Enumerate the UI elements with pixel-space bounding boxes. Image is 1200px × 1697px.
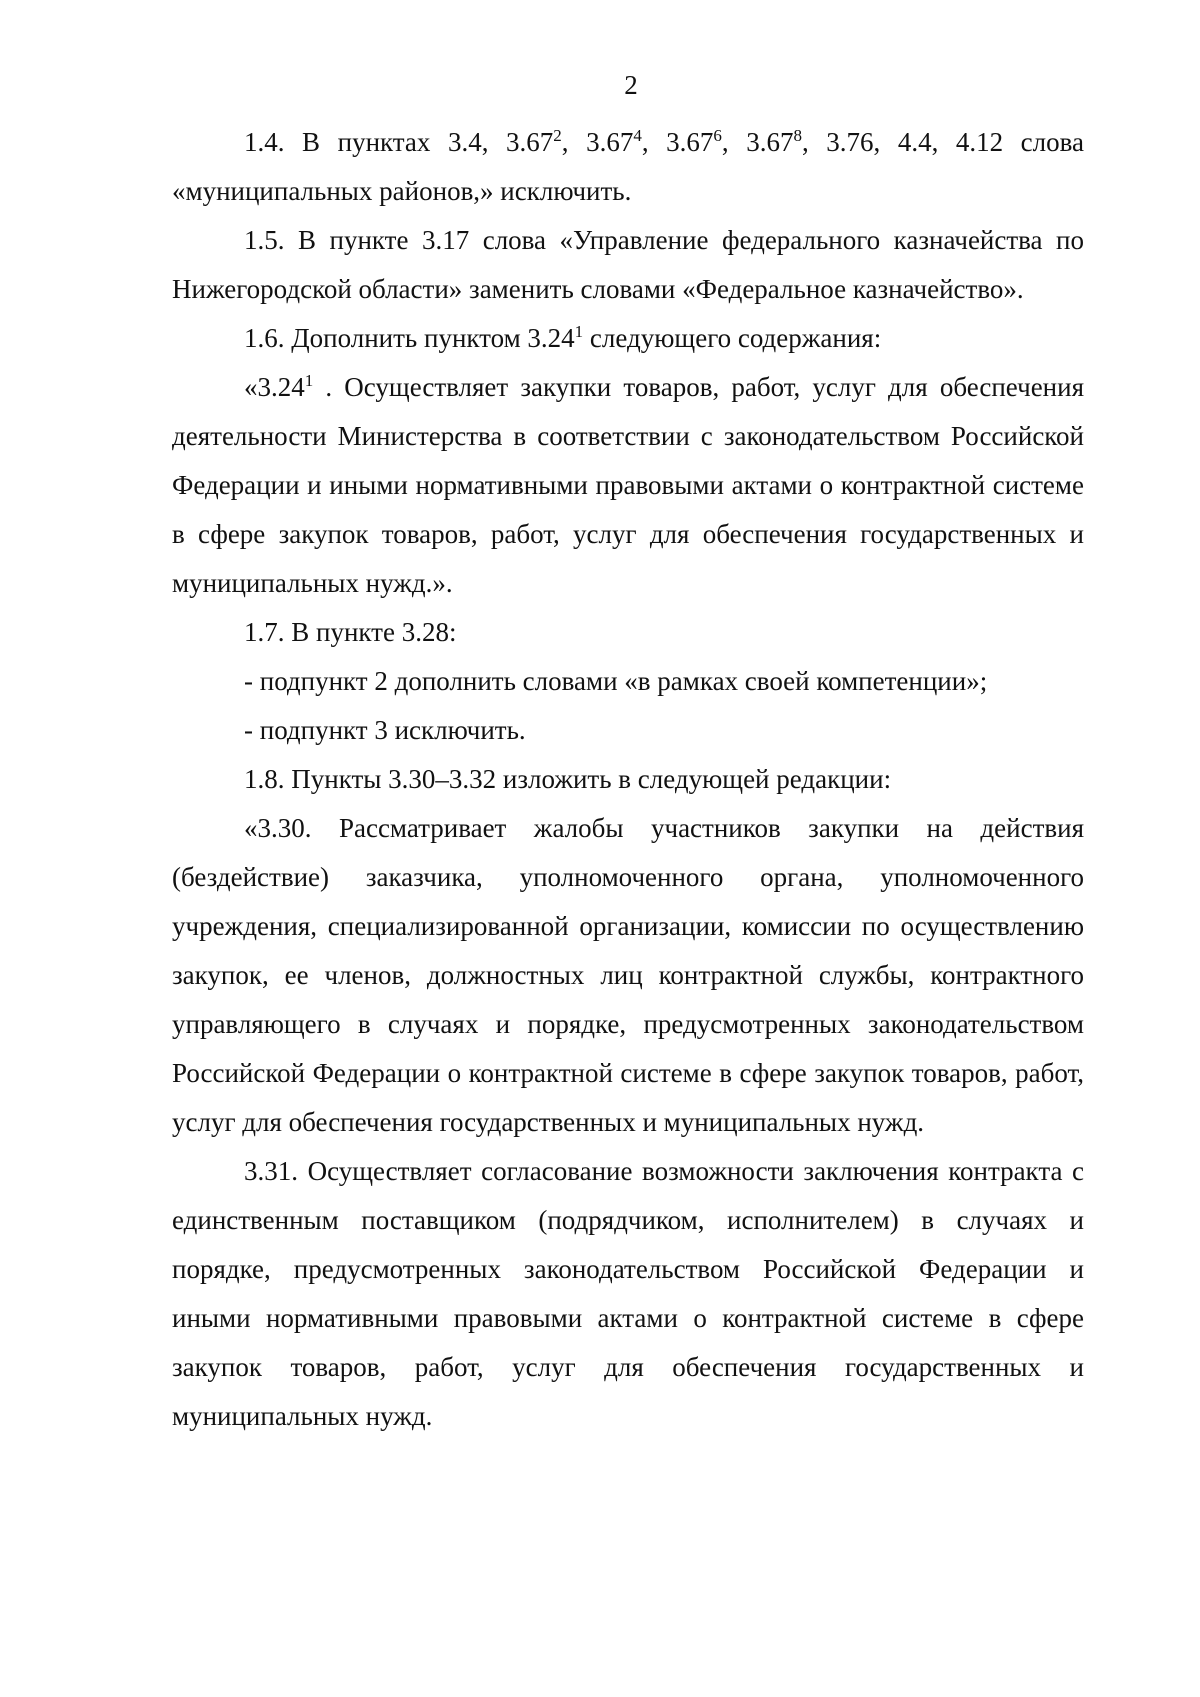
paragraph bbox=[172, 608, 1084, 657]
page-number: 2 bbox=[624, 70, 638, 100]
paragraph-text: 3.31. Осуществляет согласование возможности заключения контракта с единственным поставщиком (подрядчиком, исполнителем) в случаях и порядке, предусмотренных законодательством Российской Федерации и иными нормативными правовыми актами о контрактной системе в сфере закупок товаров, работ, услуг для обеспечения государственных и муниципальных нужд. bbox=[172, 1156, 1084, 1431]
paragraph bbox=[172, 118, 1084, 216]
paragraph-text: - подпункт 2 дополнить словами «в рамках своей компетенции»; bbox=[244, 666, 988, 696]
paragraph-text: «3.24 bbox=[244, 372, 305, 402]
paragraph bbox=[172, 1147, 1084, 1441]
paragraph-text: следующего содержания: bbox=[583, 323, 882, 353]
paragraph bbox=[172, 755, 1084, 804]
paragraph-text: - подпункт 3 исключить. bbox=[244, 715, 526, 745]
paragraph bbox=[172, 804, 1084, 1147]
paragraph bbox=[172, 657, 1084, 706]
paragraph-text: . Осуществляет закупки товаров, работ, услуг для обеспечения деятельности Министерства в соответствии с законодательством Российской Федерации и иными нормативными правовыми актами о контрактной системе в сфере закупок товаров, работ, услуг для обеспечения государственных и муниципальных нужд.». bbox=[172, 372, 1084, 598]
paragraph bbox=[172, 216, 1084, 314]
paragraph-text: , 3.67 bbox=[561, 127, 634, 157]
superscript: 4 bbox=[633, 126, 642, 145]
paragraph-text: «3.30. Рассматривает жалобы участников закупки на действия (бездействие) заказчика, уполномоченного органа, уполномоченного учреждения, специализированной организации, комиссии по осуществлению закупок, ее членов, должностных лиц контрактной службы, контрактного управляющего в случаях и порядке, предусмотренных законодательством Российской Федерации о контрактной системе в сфере закупок товаров, работ, услуг для обеспечения государственных и муниципальных нужд. bbox=[172, 813, 1084, 1137]
superscript: 6 bbox=[713, 126, 722, 145]
superscript: 1 bbox=[574, 322, 584, 341]
paragraph bbox=[172, 314, 1084, 363]
paragraph-text: , 3.67 bbox=[641, 127, 714, 157]
paragraph-text: 1.6. Дополнить пунктом 3.24 bbox=[244, 323, 575, 353]
paragraph-text: 1.7. В пункте 3.28: bbox=[244, 617, 457, 647]
document-body bbox=[172, 118, 1084, 1441]
paragraph-text: , 3.76, 4.4, 4.12 слова «муниципальных районов,» исключить. bbox=[172, 127, 1085, 206]
superscript: 1 bbox=[304, 371, 314, 390]
paragraph-text: , 3.67 bbox=[721, 127, 794, 157]
paragraph bbox=[172, 363, 1084, 608]
superscript: 8 bbox=[793, 126, 802, 145]
superscript: 2 bbox=[553, 126, 562, 145]
paragraph-text: 1.8. Пункты 3.30–3.32 изложить в следующей редакции: bbox=[244, 764, 892, 794]
paragraph-text: 1.5. В пункте 3.17 слова «Управление федерального казначейства по Нижегородской области» заменить словами «Федеральное казначейство». bbox=[172, 225, 1084, 304]
paragraph bbox=[172, 706, 1084, 755]
paragraph-text: 1.4. В пунктах 3.4, 3.67 bbox=[244, 127, 554, 157]
